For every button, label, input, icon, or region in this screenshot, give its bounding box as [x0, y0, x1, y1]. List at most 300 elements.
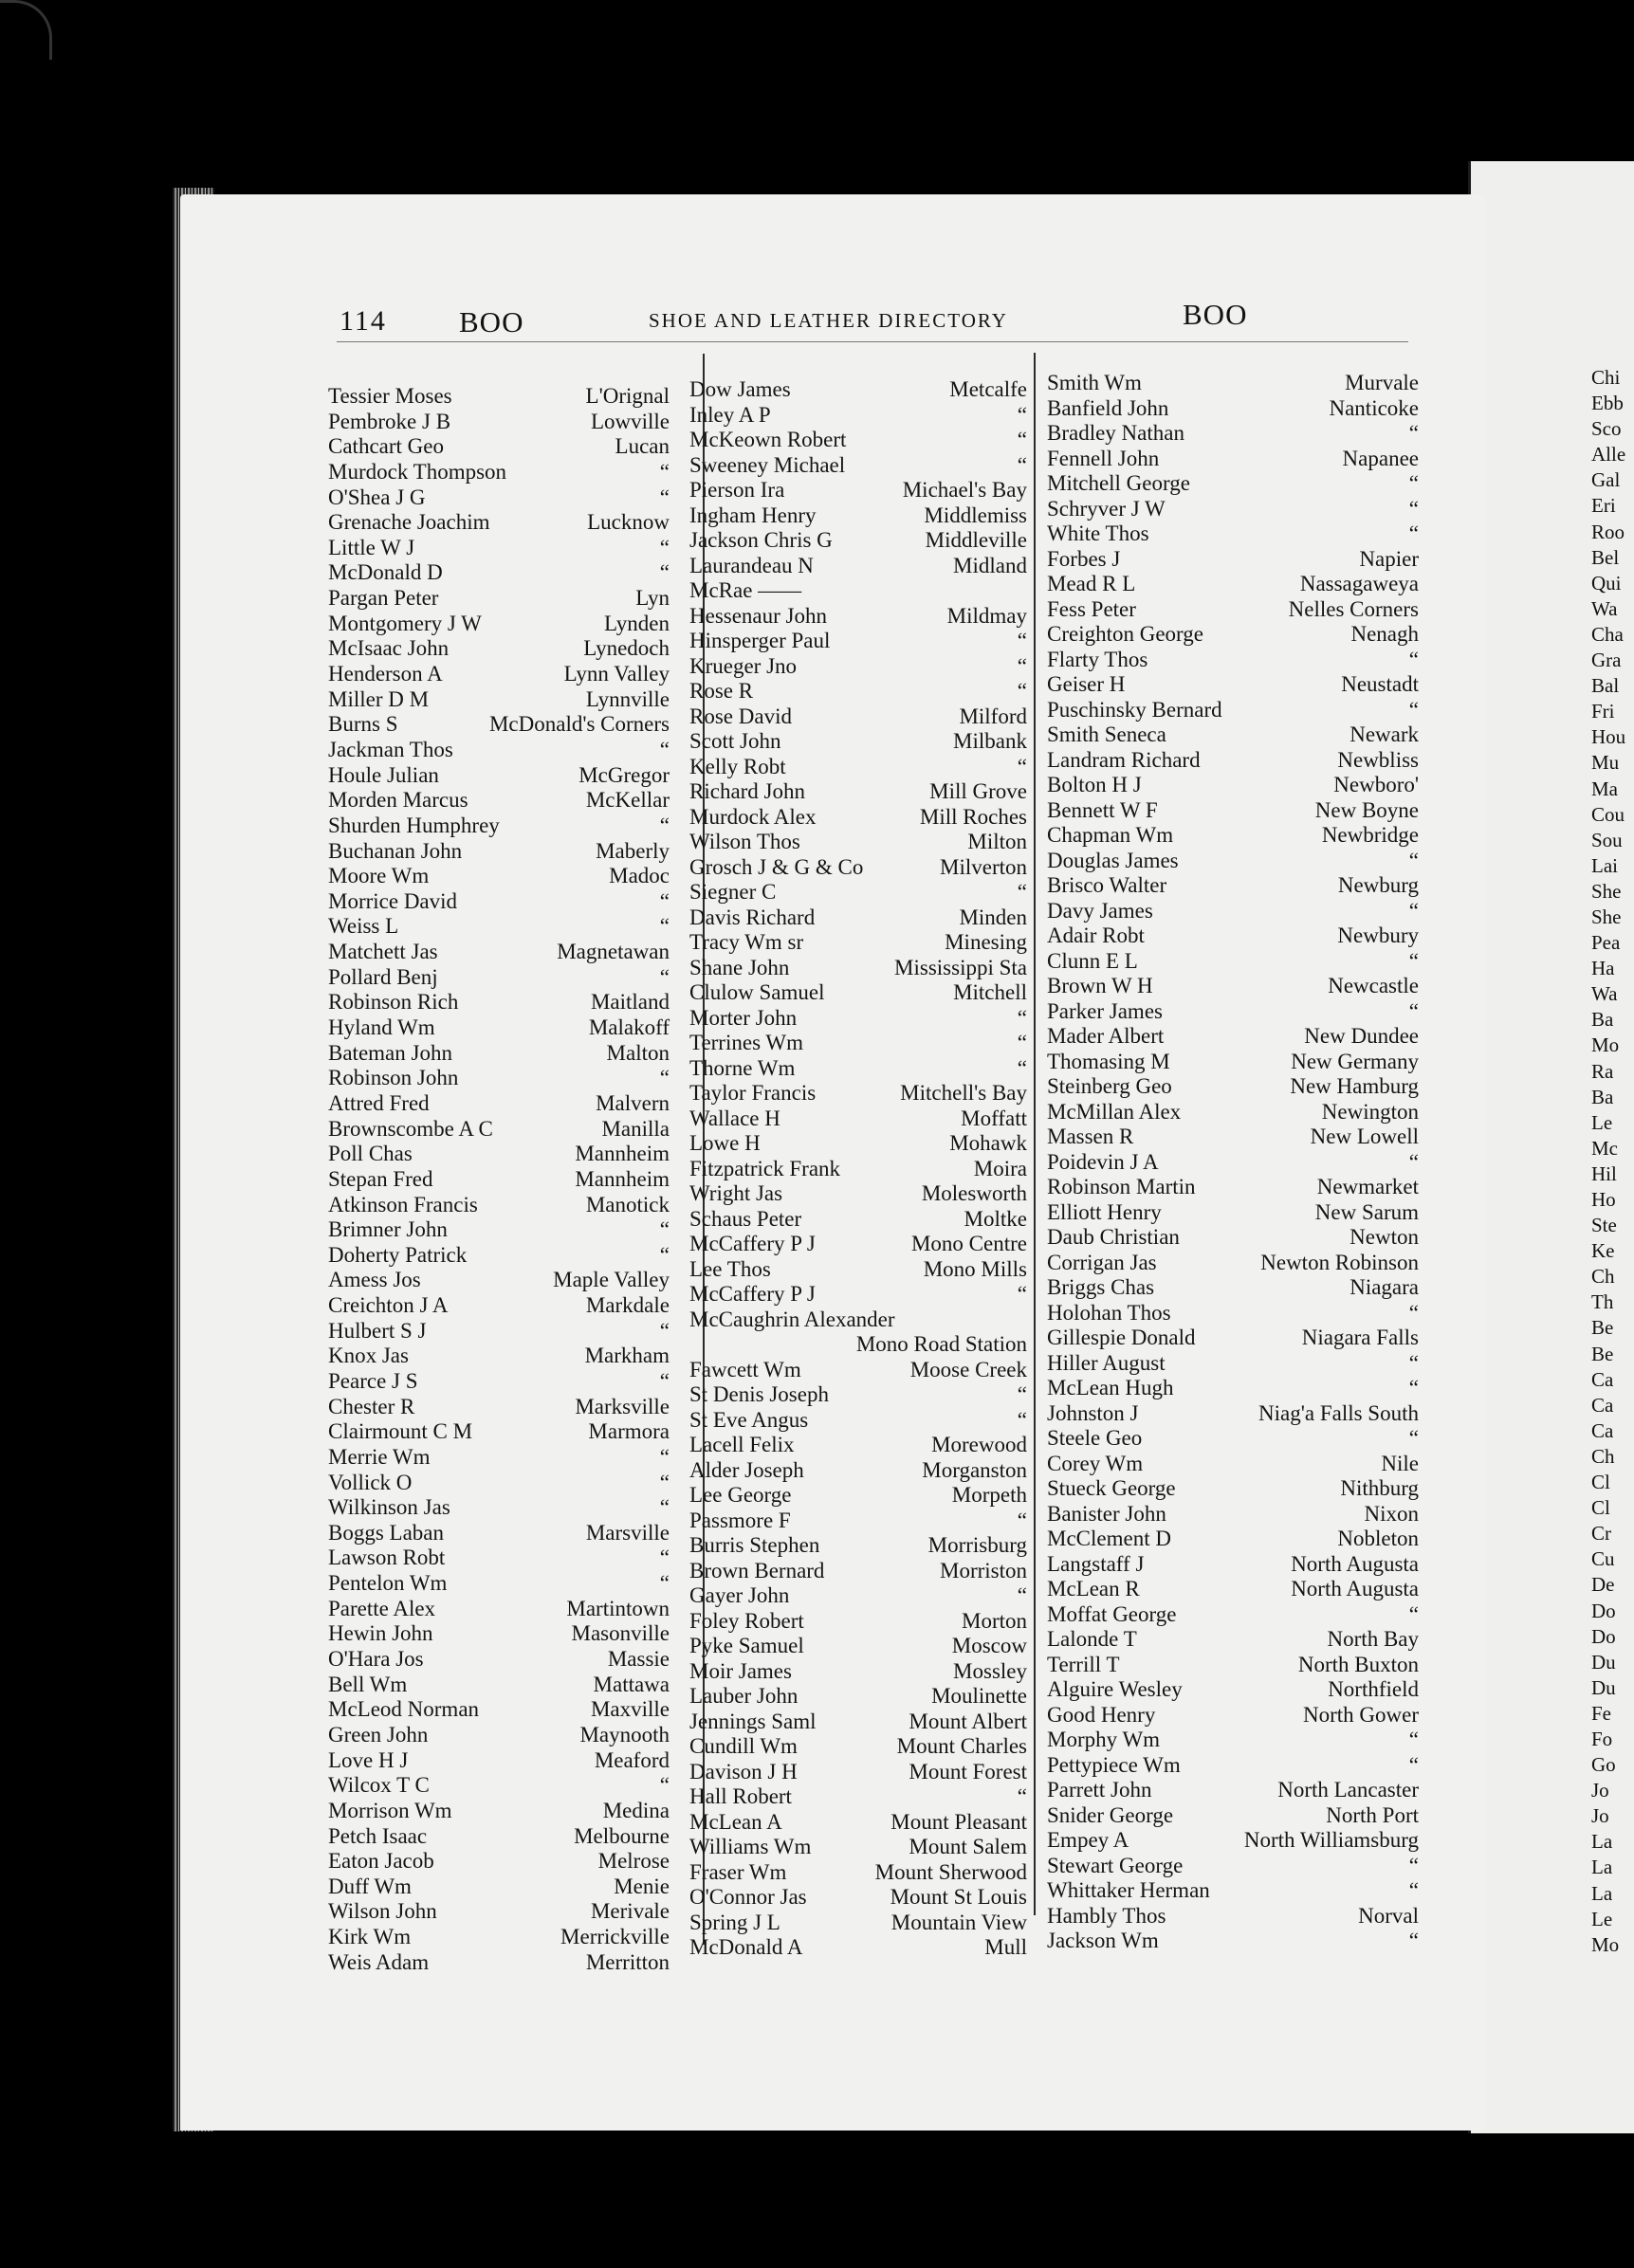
entry-place: Moscow: [951, 1634, 1027, 1657]
entry-name: Davis Richard: [689, 905, 816, 929]
directory-entry: [328, 1395, 670, 1420]
entry-name: Rose David: [689, 704, 792, 728]
entry-place: Nobleton: [1337, 1527, 1419, 1550]
entry-name: Rose R: [689, 679, 754, 703]
entry-name: Steinberg Geo: [1047, 1074, 1172, 1098]
directory-entry: [328, 1369, 670, 1395]
entry-name: Grenache Joachim: [328, 510, 490, 535]
entry-place: “: [659, 813, 670, 837]
entry-place: Merrickville: [560, 1925, 670, 1949]
entry-name: McLean Hugh: [1047, 1376, 1174, 1399]
entry-place: “: [1408, 1601, 1419, 1626]
entry-name: Clulow Samuel: [689, 980, 825, 1004]
entry-name: Richard John: [689, 779, 806, 803]
directory-entry: [689, 779, 1027, 805]
pencil-mark: [0, 0, 52, 60]
entry-name: McMillan Alex: [1047, 1099, 1182, 1124]
entry-name: Little W J: [328, 535, 415, 559]
directory-entry: [689, 905, 1027, 931]
entry-place: Malakoff: [588, 1015, 670, 1040]
entry-place: Mount Pleasant: [890, 1809, 1027, 1834]
entry-name: Wilson John: [328, 1899, 437, 1924]
directory-entry: [689, 830, 1027, 855]
facing-page-fragment: Do: [1591, 1599, 1616, 1622]
directory-entry: [1047, 1753, 1419, 1779]
entry-name: Wilkinson Jas: [328, 1495, 450, 1520]
entry-name: McDonald D: [328, 560, 443, 585]
directory-entry: [328, 965, 670, 991]
directory-entry: [689, 629, 1027, 654]
facing-page-fragment: Be: [1591, 1316, 1614, 1340]
entry-name: O'Connor Jas: [689, 1885, 807, 1909]
directory-entry: [1047, 1803, 1419, 1829]
entry-name: Fraser Wm: [689, 1859, 787, 1884]
entry-name: Wallace H: [689, 1106, 780, 1130]
directory-entry: [689, 1684, 1027, 1710]
directory-entry: [328, 1419, 670, 1445]
directory-entry: [689, 654, 1027, 680]
entry-place: Newington: [1321, 1099, 1419, 1124]
directory-entry: [328, 1849, 670, 1875]
entry-place: Newbliss: [1337, 747, 1419, 772]
entry-name: Henderson A: [328, 662, 443, 686]
entry-place: Medina: [602, 1798, 670, 1822]
entry-name: Inley A P: [689, 402, 771, 427]
entry-place: “: [1408, 421, 1419, 445]
directory-entry: [1047, 1778, 1419, 1803]
directory-entry: [1047, 547, 1419, 573]
entry-name: Hall Robert: [689, 1784, 792, 1808]
directory-entry: [328, 914, 670, 940]
entry-name: Shane John: [689, 955, 790, 979]
entry-place: “: [659, 1318, 670, 1343]
directory-entry: [1047, 949, 1419, 975]
column-divider: [1034, 353, 1036, 1915]
facing-page-fragment: Ra: [1591, 1059, 1614, 1083]
entry-name: Shurden Humphrey: [328, 813, 500, 837]
entry-name: Pierson Ira: [689, 478, 785, 502]
directory-entry: [1047, 999, 1419, 1025]
entry-place: Milford: [959, 704, 1027, 728]
entry-place: Michael's Bay: [902, 478, 1027, 502]
entry-place: “: [1017, 1005, 1027, 1030]
facing-page-fragment: Sou: [1591, 828, 1623, 851]
entry-name: St Eve Angus: [689, 1407, 809, 1432]
entry-name: Chester R: [328, 1394, 415, 1418]
entry-place: Magnetawan: [557, 940, 670, 964]
entry-place: Mount St Louis: [890, 1885, 1027, 1909]
entry-place: Newark: [1349, 722, 1419, 746]
entry-place: Mount Charles: [896, 1734, 1027, 1758]
entry-place: “: [1408, 697, 1419, 722]
directory-entry: [689, 679, 1027, 704]
entry-place: “: [1408, 998, 1419, 1023]
entry-place: “: [1408, 496, 1419, 521]
entry-place: Moose Creek: [909, 1357, 1027, 1381]
entry-place: New Hamburg: [1290, 1074, 1419, 1098]
directory-entry: [328, 536, 670, 561]
entry-name: McRae ——: [689, 578, 802, 602]
entry-name: Hulbert S J: [328, 1318, 427, 1343]
entry-place: “: [1017, 629, 1027, 652]
directory-entry: [1047, 471, 1419, 497]
entry-name: Corey Wm: [1047, 1451, 1144, 1475]
directory-entry: [1047, 672, 1419, 698]
directory-entry: [689, 578, 1027, 604]
entry-name: Bolton H J: [1047, 773, 1142, 796]
entry-place: Nassagaweya: [1299, 572, 1419, 595]
entry-place: Midland: [953, 553, 1027, 577]
entry-place: Northfield: [1328, 1677, 1419, 1701]
entry-name: Pollard Benj: [328, 964, 438, 989]
entry-name: Flarty Thos: [1047, 647, 1148, 671]
directory-entry: [328, 586, 670, 612]
entry-name: Parker James: [1047, 998, 1163, 1023]
entry-name: Bateman John: [328, 1040, 452, 1065]
entry-place: North Lancaster: [1277, 1778, 1419, 1802]
entry-name: Adair Robt: [1047, 924, 1145, 947]
entry-name: Moore Wm: [328, 864, 430, 888]
entry-name: Houle Julian: [328, 762, 439, 787]
entry-name: Passmore F: [689, 1508, 791, 1532]
entry-place: “: [1408, 1426, 1419, 1450]
entry-place: Moltke: [964, 1206, 1027, 1231]
directory-entry: [1047, 1854, 1419, 1879]
entry-name: Lalonde T: [1047, 1627, 1137, 1651]
entry-name: McCaffery P J: [689, 1232, 816, 1255]
entry-place: Mill Grove: [929, 779, 1027, 803]
entry-name: Brown W H: [1047, 974, 1153, 997]
entry-name: Hinsperger Paul: [689, 629, 831, 652]
directory-column-1: [328, 384, 670, 1975]
entry-place: Masonville: [571, 1621, 670, 1646]
facing-page-fragment: Cr: [1591, 1522, 1611, 1546]
entry-name: Taylor Francis: [689, 1081, 817, 1105]
directory-entry: [1047, 899, 1419, 924]
facing-page-fragment: Sco: [1591, 417, 1622, 441]
entry-place: Menie: [614, 1874, 670, 1898]
entry-place: Milton: [967, 830, 1027, 853]
entry-name: Pettypiece Wm: [1047, 1752, 1181, 1777]
entry-name: Foley Robert: [689, 1608, 804, 1633]
directory-entry: [689, 1760, 1027, 1785]
facing-page-fragment: Ste: [1591, 1214, 1617, 1237]
directory-entry: [328, 763, 670, 789]
entry-name: Smith Seneca: [1047, 722, 1166, 746]
directory-entry: [328, 662, 670, 687]
entry-place: Morton: [962, 1608, 1027, 1633]
entry-place: “: [659, 560, 670, 585]
entry-place: Marmora: [588, 1419, 670, 1444]
entry-place: Mono Mills: [923, 1256, 1027, 1281]
directory-entry: [328, 839, 670, 865]
page-title: SHOE AND LEATHER DIRECTORY: [649, 309, 1008, 332]
entry-place: Lynnville: [585, 686, 670, 711]
facing-page-fragment: Bel: [1591, 545, 1620, 569]
entry-place: Newbury: [1337, 924, 1419, 947]
entry-name: Ingham Henry: [689, 503, 817, 527]
facing-page-fragment: De: [1591, 1573, 1615, 1597]
directory-entry: [1047, 1677, 1419, 1703]
facing-page-fragment: Hil: [1591, 1161, 1617, 1185]
entry-place: McKellar: [585, 788, 670, 813]
entry-name: Hewin John: [328, 1621, 433, 1646]
entry-name: McClement D: [1047, 1527, 1171, 1550]
directory-entry: [328, 990, 670, 1015]
header-rule: [337, 341, 1408, 342]
entry-name: Davison J H: [689, 1759, 798, 1783]
entry-name: Stewart George: [1047, 1853, 1184, 1877]
entry-name: Bennett W F: [1047, 797, 1158, 822]
entry-place: “: [1408, 848, 1419, 872]
facing-page-fragment: Du: [1591, 1675, 1616, 1699]
entry-name: Gillespie Donald: [1047, 1326, 1196, 1349]
facing-page-fragment: Ca: [1591, 1418, 1614, 1442]
entry-place: “: [659, 1546, 670, 1570]
facing-page-fragment: Th: [1591, 1290, 1614, 1314]
entry-name: Holohan Thos: [1047, 1300, 1171, 1325]
entry-name: Jackson Chris G: [689, 528, 833, 552]
entry-name: Gayer John: [689, 1583, 790, 1607]
directory-entry: [328, 1167, 670, 1193]
entry-name: Pearce J S: [328, 1368, 418, 1393]
entry-place: Mount Salem: [909, 1835, 1027, 1858]
directory-entry: [1047, 1074, 1419, 1100]
entry-name: Landram Richard: [1047, 747, 1201, 772]
directory-entry: [328, 687, 670, 713]
facing-page-fragment: Cu: [1591, 1547, 1615, 1571]
directory-entry: [328, 1697, 670, 1723]
entry-place: Milbank: [953, 729, 1027, 753]
entry-place: “: [1017, 1382, 1027, 1406]
directory-entry: [1047, 447, 1419, 472]
entry-place: “: [1408, 1149, 1419, 1174]
entry-name: Doherty Patrick: [328, 1242, 468, 1267]
directory-entry: [1047, 1050, 1419, 1075]
directory-entry: [1047, 1426, 1419, 1452]
entry-name: Douglas James: [1047, 848, 1179, 872]
entry-place: New Lowell: [1310, 1125, 1419, 1148]
directory-entry: [689, 1433, 1027, 1458]
entry-place: Mull: [984, 1935, 1027, 1959]
entry-place: Napier: [1359, 546, 1419, 571]
directory-entry: [1047, 1878, 1419, 1904]
entry-place: Moulinette: [931, 1684, 1027, 1708]
entry-place: Marsville: [585, 1520, 670, 1545]
directory-entry: [689, 1006, 1027, 1032]
entry-name: Buchanan John: [328, 838, 463, 863]
entry-place: Norval: [1358, 1903, 1419, 1928]
entry-name: Chapman Wm: [1047, 823, 1174, 847]
directory-entry: [689, 503, 1027, 529]
entry-place: Metcalfe: [949, 377, 1027, 401]
facing-page-fragment: Mc: [1591, 1136, 1618, 1160]
entry-place: Lyn: [635, 586, 670, 611]
entry-place: “: [1017, 1508, 1027, 1532]
entry-place: “: [1408, 1853, 1419, 1877]
directory-entry: [328, 1673, 670, 1698]
facing-page-fragment: Le: [1591, 1110, 1613, 1134]
directory-entry: [689, 453, 1027, 479]
directory-entry: [689, 1332, 1027, 1358]
entry-place: Moffatt: [961, 1106, 1027, 1130]
directory-entry: [1047, 597, 1419, 623]
entry-name: Clairmount C M: [328, 1419, 473, 1444]
entry-place: “: [659, 535, 670, 559]
entry-place: Mannheim: [575, 1142, 670, 1166]
entry-name: Hyland Wm: [328, 1015, 435, 1040]
entry-name: Lee George: [689, 1483, 792, 1507]
facing-page-fragment: Fe: [1591, 1701, 1611, 1725]
entry-name: Matchett Jas: [328, 940, 438, 964]
entry-place: “: [1408, 948, 1419, 973]
entry-name: Green John: [328, 1722, 429, 1747]
entry-place: Nelles Corners: [1288, 596, 1419, 621]
entry-place: Mountain View: [890, 1910, 1027, 1934]
entry-name: Burns S: [328, 712, 398, 737]
entry-place: Niagara Falls: [1301, 1326, 1419, 1349]
directory-entry: [328, 510, 670, 536]
entry-name: Amess Jos: [328, 1268, 421, 1292]
directory-entry: [328, 788, 670, 814]
entry-place: Newboro': [1333, 773, 1419, 796]
entry-name: Mader Albert: [1047, 1024, 1165, 1048]
entry-name: Love H J: [328, 1747, 409, 1772]
directory-entry: [689, 428, 1027, 453]
entry-place: Middleville: [925, 528, 1027, 552]
entry-name: McIsaac John: [328, 636, 450, 661]
directory-entry: [689, 729, 1027, 755]
entry-name: Fennell John: [1047, 446, 1160, 470]
directory-entry: [689, 478, 1027, 503]
entry-place: Murvale: [1345, 371, 1419, 394]
entry-place: “: [1408, 1300, 1419, 1325]
entry-name: McCaughrin Alexander: [689, 1307, 895, 1331]
directory-entry: [1047, 371, 1419, 396]
facing-page-fragment: La: [1591, 1881, 1613, 1905]
entry-name: Massen R: [1047, 1125, 1134, 1148]
directory-entry: [689, 1181, 1027, 1207]
facing-page-fragment: Fo: [1591, 1727, 1613, 1750]
entry-name: Lacell Felix: [689, 1433, 795, 1456]
entry-place: “: [659, 914, 670, 939]
entry-name: Mitchell George: [1047, 471, 1190, 495]
entry-name: Clunn E L: [1047, 948, 1138, 973]
entry-place: Neustadt: [1341, 672, 1419, 696]
entry-place: Mount Albert: [909, 1709, 1027, 1733]
facing-page-fragment: Alle: [1591, 443, 1626, 466]
directory-column-2: [689, 377, 1027, 1961]
directory-entry: [328, 1723, 670, 1748]
directory-entry: [689, 1107, 1027, 1132]
entry-place: Mildmay: [946, 603, 1027, 628]
directory-entry: [1047, 924, 1419, 949]
entry-place: Maynooth: [579, 1722, 670, 1747]
entry-place: Mono Centre: [910, 1232, 1027, 1255]
entry-place: “: [1017, 1055, 1027, 1080]
directory-entry: [1047, 1527, 1419, 1552]
directory-entry: [689, 1157, 1027, 1182]
entry-place: Minesing: [945, 930, 1027, 954]
entry-name: Brown Bernard: [689, 1558, 825, 1582]
entry-place: “: [1017, 1282, 1027, 1306]
entry-place: North Williamsburg: [1243, 1828, 1419, 1852]
entry-place: Melrose: [597, 1849, 670, 1874]
entry-name: McLean A: [689, 1809, 782, 1834]
page-number: 114: [340, 305, 387, 337]
entry-name: McLeod Norman: [328, 1697, 480, 1722]
directory-entry: [1047, 1502, 1419, 1527]
directory-entry: [689, 1559, 1027, 1584]
entry-place: Mannheim: [575, 1166, 670, 1191]
entry-name: Burris Stephen: [689, 1533, 820, 1557]
directory-entry: [328, 560, 670, 586]
directory-entry: [689, 704, 1027, 730]
entry-place: “: [1408, 1878, 1419, 1902]
directory-entry: [689, 528, 1027, 554]
directory-entry: [1047, 773, 1419, 798]
directory-entry: [689, 805, 1027, 831]
entry-name: Weiss L: [328, 914, 399, 939]
entry-place: “: [1408, 1728, 1419, 1751]
entry-place: Manilla: [601, 1116, 670, 1141]
entry-place: Meaford: [594, 1747, 670, 1772]
entry-name: Laurandeau N: [689, 553, 814, 577]
entry-name: Robinson Martin: [1047, 1175, 1196, 1198]
directory-entry: [1047, 1125, 1419, 1150]
entry-name: Lauber John: [689, 1684, 799, 1708]
entry-name: Langstaff J: [1047, 1551, 1145, 1576]
entry-place: Madoc: [609, 864, 670, 888]
entry-name: Merrie Wm: [328, 1444, 431, 1469]
directory-entry: [1047, 1728, 1419, 1753]
directory-entry: [1047, 698, 1419, 723]
directory-entry: [689, 1860, 1027, 1886]
entry-place: New Germany: [1291, 1049, 1419, 1073]
directory-entry: [1047, 1100, 1419, 1125]
entry-place: “: [1017, 402, 1027, 427]
facing-page-fragment: Lai: [1591, 853, 1618, 877]
entry-place: “: [1408, 898, 1419, 923]
entry-name: Hiller August: [1047, 1350, 1166, 1375]
entry-name: Atkinson Francis: [328, 1192, 478, 1216]
directory-entry: [1047, 1904, 1419, 1930]
directory-entry: [1047, 873, 1419, 899]
directory-entry: [1047, 521, 1419, 547]
directory-entry: [1047, 1200, 1419, 1226]
directory-entry: [1047, 1351, 1419, 1377]
entry-place: Mill Roches: [919, 804, 1027, 829]
entry-place: “: [1408, 1350, 1419, 1375]
directory-entry: [328, 814, 670, 839]
entry-name: Pentelon Wm: [328, 1571, 448, 1596]
entry-place: Mono Road Station: [855, 1332, 1027, 1356]
entry-name: Tessier Moses: [328, 384, 452, 408]
entry-name: Davy James: [1047, 898, 1153, 923]
directory-entry: [328, 1293, 670, 1319]
entry-place: Lynedoch: [583, 636, 670, 661]
directory-entry: [1047, 1251, 1419, 1276]
entry-name: Pargan Peter: [328, 586, 439, 611]
facing-page-fragment: Qui: [1591, 571, 1622, 594]
directory-entry: [328, 1193, 670, 1218]
entry-place: Lucan: [615, 434, 670, 459]
entry-place: North Gower: [1303, 1702, 1419, 1727]
entry-name: Stepan Fred: [328, 1166, 433, 1191]
entry-name: Miller D M: [328, 686, 430, 711]
entry-place: Newburg: [1337, 873, 1419, 897]
directory-entry: [328, 1445, 670, 1471]
